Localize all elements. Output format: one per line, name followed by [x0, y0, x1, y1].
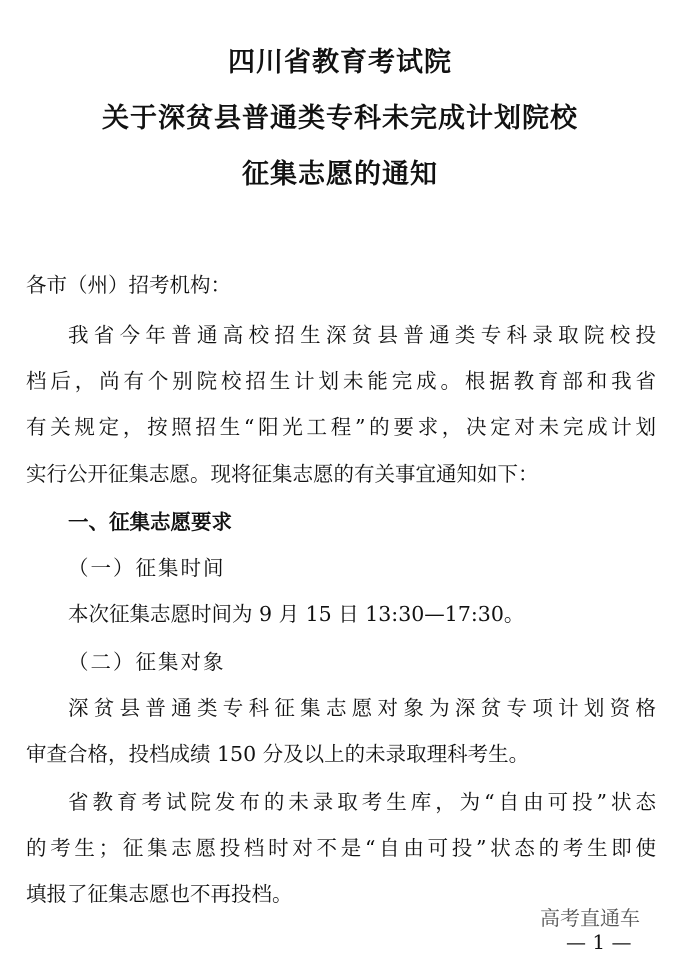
paragraph-time: 本次征集志愿时间为 9 月 15 日 13:30—17:30。 [68, 602, 525, 626]
paragraph-line: 实行公开征集志愿。现将征集志愿的有关事宜通知如下： [26, 462, 539, 486]
paragraph-line: 档后，尚有个别院校招生计划未能完成。根据教育部和我省 [26, 369, 656, 393]
title-line-2: 关于深贫县普通类专科未完成计划院校 [102, 103, 578, 134]
paragraph-line: 深贫县普通类专科征集志愿对象为深贫专项计划资格 [68, 696, 656, 720]
paragraph-line: 有关规定，按照招生“阳光工程”的要求，决定对未完成计划 [26, 415, 656, 439]
title-line-3: 征集志愿的通知 [242, 159, 438, 190]
subheading-time: （一）征集时间 [68, 556, 226, 580]
paragraph-line: 我省今年普通高校招生深贫县普通类专科录取院校投 [68, 323, 656, 347]
watermark: 高考直通车 [540, 906, 640, 930]
title-line-1: 四川省教育考试院 [228, 47, 452, 78]
paragraph-line: 填报了征集志愿也不再投档。 [26, 882, 293, 906]
salutation: 各市（州）招考机构： [26, 273, 231, 297]
paragraph-line: 省教育考试院发布的未录取考生库，为“自由可投”状态 [68, 790, 656, 814]
page-number: — 1 — [566, 930, 632, 954]
paragraph-line: 的考生；征集志愿投档时对不是“自由可投”状态的考生即使 [26, 836, 656, 860]
section-heading-requirements: 一、征集志愿要求 [68, 510, 232, 534]
paragraph-line: 审查合格，投档成绩 150 分及以上的未录取理科考生。 [26, 742, 530, 766]
subheading-target: （二）征集对象 [68, 650, 226, 674]
